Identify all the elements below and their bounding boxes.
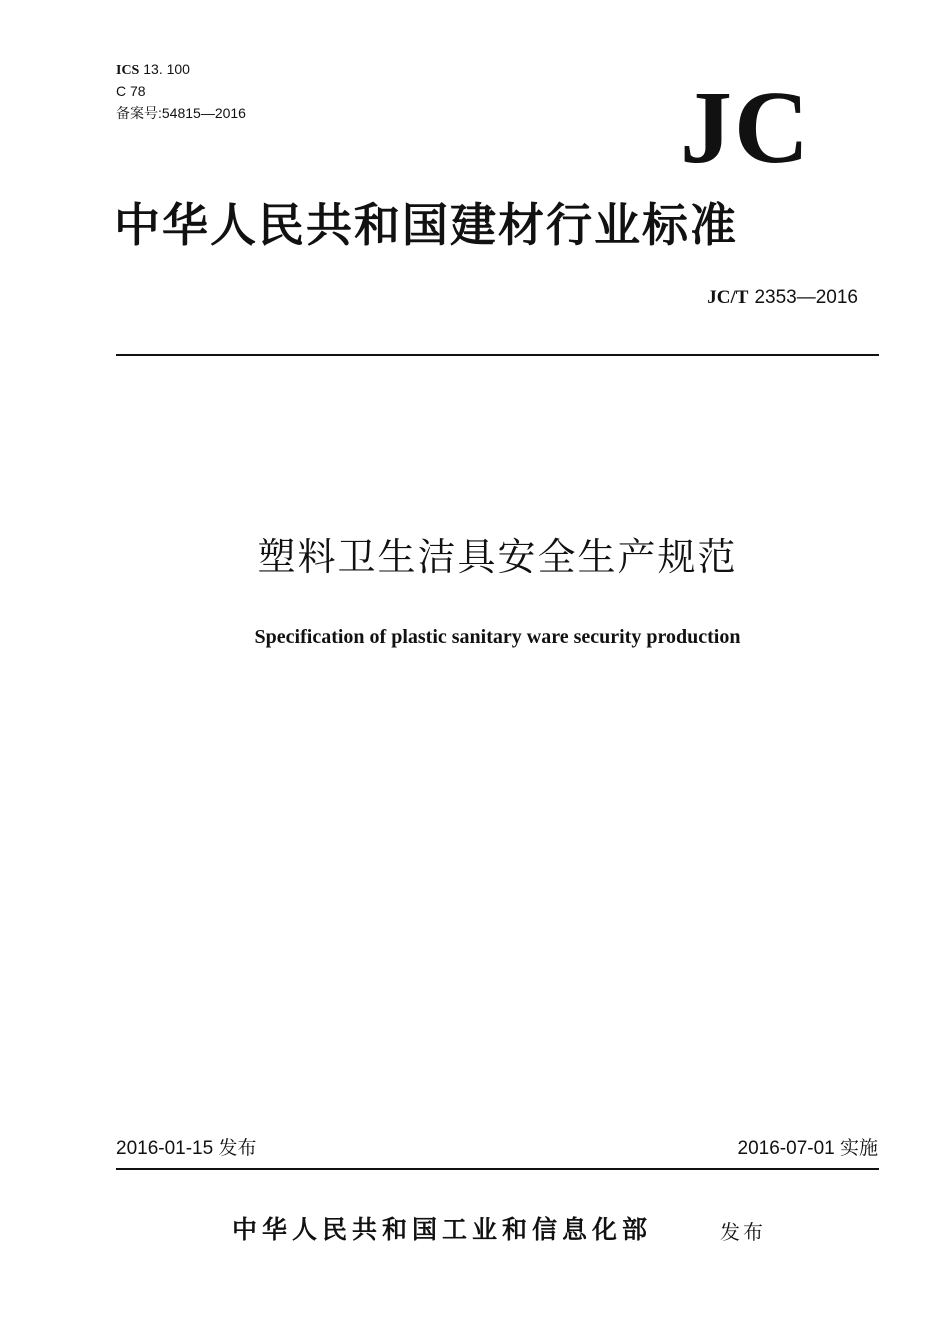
header-divider xyxy=(116,354,879,356)
issuing-authority: 中华人民共和国工业和信息化部 xyxy=(232,1215,653,1244)
standard-category-heading: 中华人民共和国建材行业标准 xyxy=(114,198,738,252)
filing-number: 备案号:54815—2016 xyxy=(116,105,246,121)
implementation-date: 2016-07-01 实施 xyxy=(737,1138,878,1159)
document-title-english: Specification of plastic sanitary ware security production xyxy=(254,626,741,648)
standard-number-prefix: JC/T xyxy=(707,287,749,308)
ccs-classification: C 78 xyxy=(116,83,146,99)
ics-value: 13. 100 xyxy=(143,61,190,77)
issuing-verb: 发布 xyxy=(720,1220,766,1244)
footer-divider xyxy=(116,1168,879,1170)
document-title-chinese: 塑料卫生洁具安全生产规范 xyxy=(257,535,738,579)
jc-logo-mark: JC xyxy=(680,70,812,185)
standard-number xyxy=(707,286,858,309)
standard-number-value: 2353—2016 xyxy=(754,287,858,308)
ics-classification xyxy=(116,61,190,79)
ics-label: ICS xyxy=(116,63,140,78)
release-date: 2016-01-15 发布 xyxy=(116,1138,257,1159)
